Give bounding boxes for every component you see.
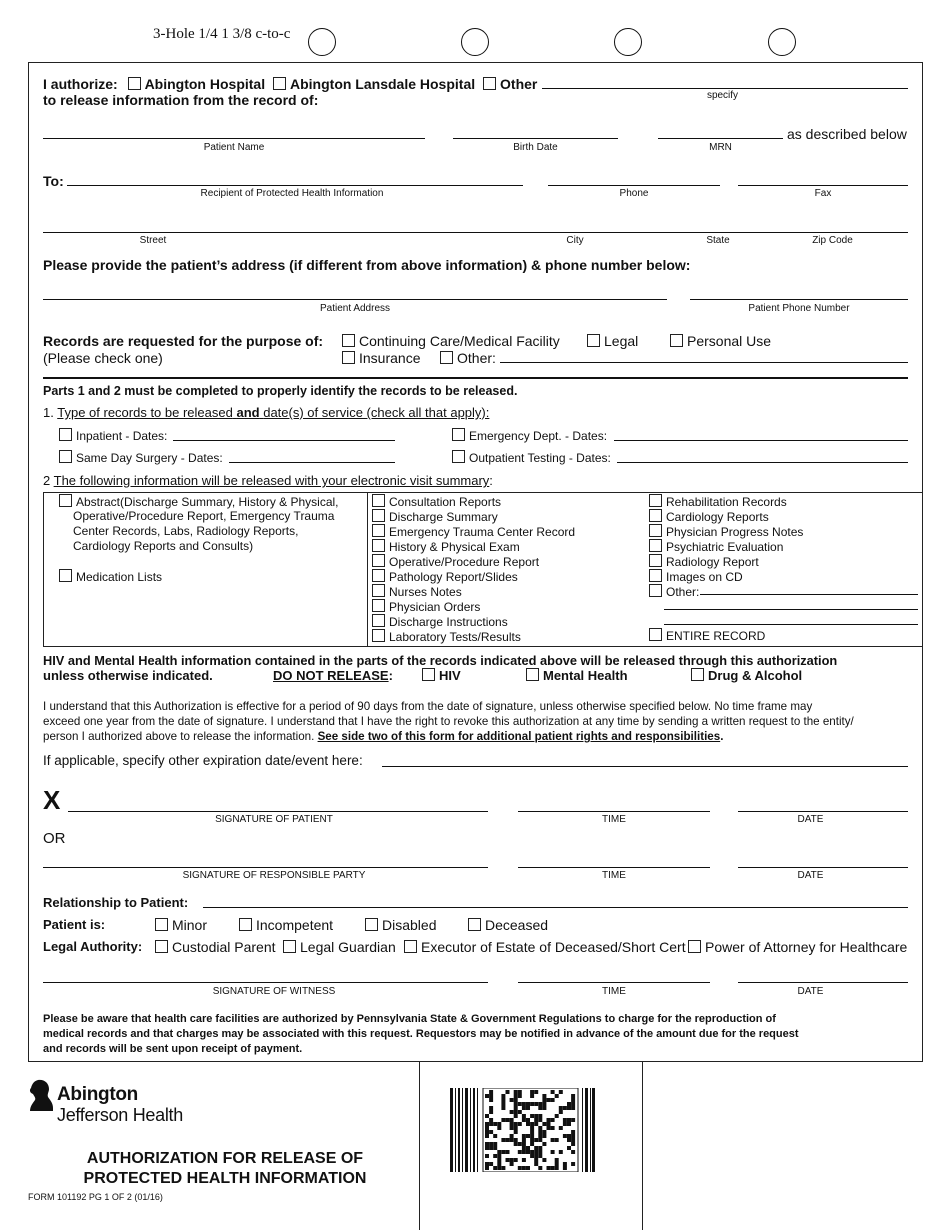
other-facility-line[interactable] [542,88,908,89]
checkbox-record[interactable] [372,554,385,567]
checkbox-deceased[interactable] [468,918,481,931]
part2-colon: : [489,473,493,488]
do-not-release-label: DO NOT RELEASE [273,668,389,683]
as-described-text: as described below [787,126,907,142]
understand-l3-end: . [720,730,724,743]
checkbox-disabled[interactable] [365,918,378,931]
phone-line[interactable] [548,185,720,186]
signature-x: X [43,785,61,815]
record-item: Discharge Summary [389,510,498,524]
patient-is-incompetent: Incompetent [256,917,334,933]
punch-hole [308,28,336,56]
part2-num: 2 [43,473,51,488]
relationship-line[interactable] [203,907,908,908]
checkbox-record[interactable] [372,494,385,507]
patient-date-line[interactable] [738,811,908,812]
purpose-other: Other: [457,350,496,366]
record-item: Laboratory Tests/Results [389,630,521,644]
punch-hole [614,28,642,56]
birth-date-line[interactable] [453,138,618,139]
emergency-dates-line[interactable] [614,440,908,441]
patient-address-line[interactable] [43,299,667,300]
understand-l3 [43,730,723,743]
checkbox-other-facility[interactable] [483,77,496,90]
checkbox-executor[interactable] [404,940,417,953]
checkbox-record[interactable] [372,584,385,597]
inpatient-dates-line[interactable] [173,440,395,441]
patient-phone-line[interactable] [690,299,908,300]
notice-l2: medical records and that charges may be associated with this request. Requestors may be notified in advance of the amount due for the request [43,1028,799,1040]
part1-text-c: date(s) of service (check all that apply): [263,405,490,420]
jefferson-logo-icon [28,1078,54,1112]
dnr-hiv: HIV [439,668,461,683]
checkbox-record[interactable] [649,554,662,567]
footer-divider [419,1062,420,1230]
city-caption: City [566,235,584,246]
record-item: Radiology Report [666,555,759,569]
notice-l1: Please be aware that health care facilities are authorized by Pennsylvania State & Government Regulations to charge for the reproduction of [43,1013,776,1025]
relationship-label: Relationship to Patient: [43,895,189,910]
patient-time-line[interactable] [518,811,710,812]
footer-divider [642,1062,643,1230]
checkbox-record-other[interactable] [649,584,662,597]
hiv-line1: HIV and Mental Health information contained in the parts of the records indicated above will be released through this authorization [43,653,838,668]
phone-caption: Phone [619,188,649,199]
record-other-line[interactable] [664,609,918,610]
authorize-row [43,76,537,92]
record-medication-lists: Medication Lists [76,570,163,584]
purpose-sub: (Please check one) [43,350,163,366]
do-not-release-colon: : [388,668,393,683]
part2-text: The following information will be released with your electronic visit summary [53,473,490,488]
date-caption: DATE [797,870,824,881]
understand-l1: I understand that this Authorization is effective for a period of 90 days from the date of signature, unless otherwise specified below. No time frame may [43,700,813,713]
checkbox-incompetent[interactable] [239,918,252,931]
patient-is-disabled: Disabled [382,917,437,933]
form-title-line1: AUTHORIZATION FOR RELEASE OF [86,1150,364,1167]
recipient-caption: Recipient of Protected Health Information [200,188,384,199]
patient-is-label: Patient is: [43,917,106,932]
checkbox-record[interactable] [649,494,662,507]
legal-executor: Executor of Estate of Deceased/Short Cert [421,939,686,955]
surgery-dates-line[interactable] [229,462,395,463]
checkbox-record[interactable] [372,569,385,582]
patient-signature-line[interactable] [68,811,488,812]
witness-time-line[interactable] [518,982,710,983]
type-same-day-surgery: Same Day Surgery - Dates: [76,451,223,465]
authorize-line2: to release information from the record of: [43,92,319,108]
dnr-mental-health: Mental Health [543,668,628,683]
state-caption: State [706,235,730,246]
purpose-continuing-care: Continuing Care/Medical Facility [359,333,560,349]
hiv-line2: unless otherwise indicated. [43,668,213,683]
option-other-facility: Other [500,76,538,92]
checkbox-legal-guardian[interactable] [283,940,296,953]
option-abington-lansdale: Abington Lansdale Hospital [290,76,476,92]
checkbox-record[interactable] [372,629,385,642]
hole-punch-text: 3-Hole 1/4 1 3/8 c-to-c [153,26,291,42]
checkbox-drug-alcohol[interactable] [691,668,704,681]
birth-date-caption: Birth Date [513,142,558,153]
part1-num: 1. [43,405,54,420]
checkbox-record[interactable] [372,614,385,627]
understand-l3-text: person I authorized above to release the information. [43,730,315,743]
record-other-line[interactable] [664,624,918,625]
checkbox-other-purpose[interactable] [440,351,453,364]
witness-signature-line[interactable] [43,982,488,983]
record-item: History & Physical Exam [389,540,520,554]
address-line[interactable] [43,232,908,233]
checkbox-outpatient[interactable] [452,450,465,463]
checkbox-record[interactable] [372,524,385,537]
time-caption: TIME [602,870,626,881]
checkbox-same-day-surgery[interactable] [59,450,72,463]
part1-heading [43,405,489,420]
time-caption: TIME [602,814,626,825]
expiration-label: If applicable, specify other expiration date/event here: [43,753,363,768]
responsible-signature-caption: SIGNATURE OF RESPONSIBLE PARTY [182,870,366,881]
other-purpose-line[interactable] [500,362,908,363]
patient-signature-caption: SIGNATURE OF PATIENT [215,814,333,825]
parts-heading: Parts 1 and 2 must be completed to properly identify the records to be released. [43,384,518,398]
legal-guardian: Legal Guardian [300,939,396,955]
type-emergency: Emergency Dept. - Dates: [469,429,608,443]
record-abstract-l2: Operative/Procedure Report, Emergency Trauma [73,509,335,523]
logo-abington: Abington [57,1084,138,1105]
record-item-other: Other: [666,585,700,599]
record-item: Nurses Notes [389,585,462,599]
records-box-divider [367,492,368,647]
witness-date-line[interactable] [738,982,908,983]
mrn-caption: MRN [709,142,732,153]
patient-is-minor: Minor [172,917,208,933]
side-two-link: See side two of this form for additional patient rights and responsibilities [317,730,721,743]
checkbox-record[interactable] [649,524,662,537]
punch-hole [461,28,489,56]
responsible-signature-line[interactable] [43,867,488,868]
recipient-line[interactable] [67,185,523,186]
checkbox-minor[interactable] [155,918,168,931]
checkbox-continuing-care[interactable] [342,334,355,347]
checkbox-record[interactable] [649,509,662,522]
legal-authority-label: Legal Authority: [43,939,143,954]
checkbox-abington-lansdale[interactable] [273,77,286,90]
patient-phone-caption: Patient Phone Number [748,303,850,314]
records-col1 [59,494,339,584]
legal-custodial-parent: Custodial Parent [172,939,276,955]
record-item: Cardiology Reports [666,510,769,524]
logo-jefferson-health: Jefferson Health [57,1105,183,1125]
checkbox-inpatient[interactable] [59,428,72,441]
records-col2 [372,494,575,644]
fax-caption: Fax [814,188,832,199]
do-not-release [273,668,393,683]
form-title-line2: PROTECTED HEALTH INFORMATION [83,1170,367,1187]
checkbox-emergency[interactable] [452,428,465,441]
purpose-personal-use: Personal Use [687,333,772,349]
checkbox-custodial-parent[interactable] [155,940,168,953]
record-item: Physician Orders [389,600,481,614]
checkbox-insurance[interactable] [342,351,355,364]
record-item: Images on CD [666,570,743,584]
record-abstract-l3: Center Records, Labs, Radiology Reports, [73,524,299,538]
part1-text-b: and [236,405,260,420]
expiration-line[interactable] [382,766,908,767]
checkbox-abstract[interactable] [59,494,72,507]
outpatient-dates-line[interactable] [617,462,908,463]
time-caption: TIME [602,986,626,997]
responsible-time-line[interactable] [518,867,710,868]
checkbox-hiv[interactable] [422,668,435,681]
fax-line[interactable] [738,185,908,186]
or-label: OR [43,830,66,847]
patient-address-caption: Patient Address [319,303,391,314]
purpose-lead: Records are requested for the purpose of: [43,333,324,349]
responsible-date-line[interactable] [738,867,908,868]
record-entire: ENTIRE RECORD [666,629,766,643]
checkbox-record[interactable] [372,509,385,522]
checkbox-medication-lists[interactable] [59,569,72,582]
checkbox-record[interactable] [649,569,662,582]
record-abstract-l1: Abstract(Discharge Summary, History & Physical, [76,495,339,509]
patient-address-prompt: Please provide the patient’s address (if different from above information) & phone number below: [43,257,691,273]
specify-caption: specify [706,90,739,101]
type-outpatient: Outpatient Testing - Dates: [469,451,611,465]
records-col3 [649,494,803,599]
understand-l2: exceed one year from the date of signature. I understand that I have the right to revoke this authorization at any time by sending a written request to the entity/ [43,715,854,728]
record-other-line[interactable] [700,594,918,595]
record-item: Discharge Instructions [389,615,508,629]
checkbox-record[interactable] [649,539,662,552]
record-item: Rehabilitation Records [666,495,787,509]
checkbox-abington-hospital[interactable] [128,77,141,90]
option-abington-hospital: Abington Hospital [144,76,266,92]
checkbox-entire-record[interactable] [649,628,662,641]
record-item: Emergency Trauma Center Record [389,525,576,539]
patient-name-line[interactable] [43,138,425,139]
date-caption: DATE [797,814,824,825]
record-item: Psychiatric Evaluation [666,540,784,554]
record-abstract-l4: Cardiology Reports and Consults) [73,539,254,553]
record-item: Physician Progress Notes [666,525,804,539]
street-caption: Street [139,235,167,246]
purpose-insurance: Insurance [359,350,421,366]
part2-heading [43,473,493,488]
part1-text-a: Type of records to be released [57,405,233,420]
dnr-drug-alcohol: Drug & Alcohol [708,668,803,683]
record-item: Operative/Procedure Report [389,555,540,569]
notice-l3: and records will be sent upon receipt of payment. [43,1043,303,1055]
patient-is-deceased: Deceased [485,917,549,933]
form-number: FORM 101192 PG 1 OF 2 (01/16) [28,1192,163,1202]
section-divider [43,377,908,379]
checkbox-personal-use[interactable] [670,334,683,347]
mrn-line[interactable] [658,138,783,139]
barcode-icon [450,1088,595,1172]
zip-caption: Zip Code [812,235,853,246]
checkbox-power-of-attorney[interactable] [688,940,701,953]
legal-power-of-attorney: Power of Attorney for Healthcare [705,939,908,955]
authorize-lead: I authorize: [43,76,118,92]
patient-name-caption: Patient Name [203,142,265,153]
type-inpatient: Inpatient - Dates: [76,429,168,443]
checkbox-mental-health[interactable] [526,668,539,681]
punch-hole [768,28,796,56]
checkbox-record[interactable] [372,599,385,612]
record-item: Pathology Report/Slides [389,570,518,584]
checkbox-legal[interactable] [587,334,600,347]
to-label: To: [43,173,64,189]
date-caption: DATE [797,986,824,997]
record-item: Consultation Reports [389,495,502,509]
purpose-legal: Legal [604,333,639,349]
witness-signature-caption: SIGNATURE OF WITNESS [212,986,336,997]
checkbox-record[interactable] [372,539,385,552]
